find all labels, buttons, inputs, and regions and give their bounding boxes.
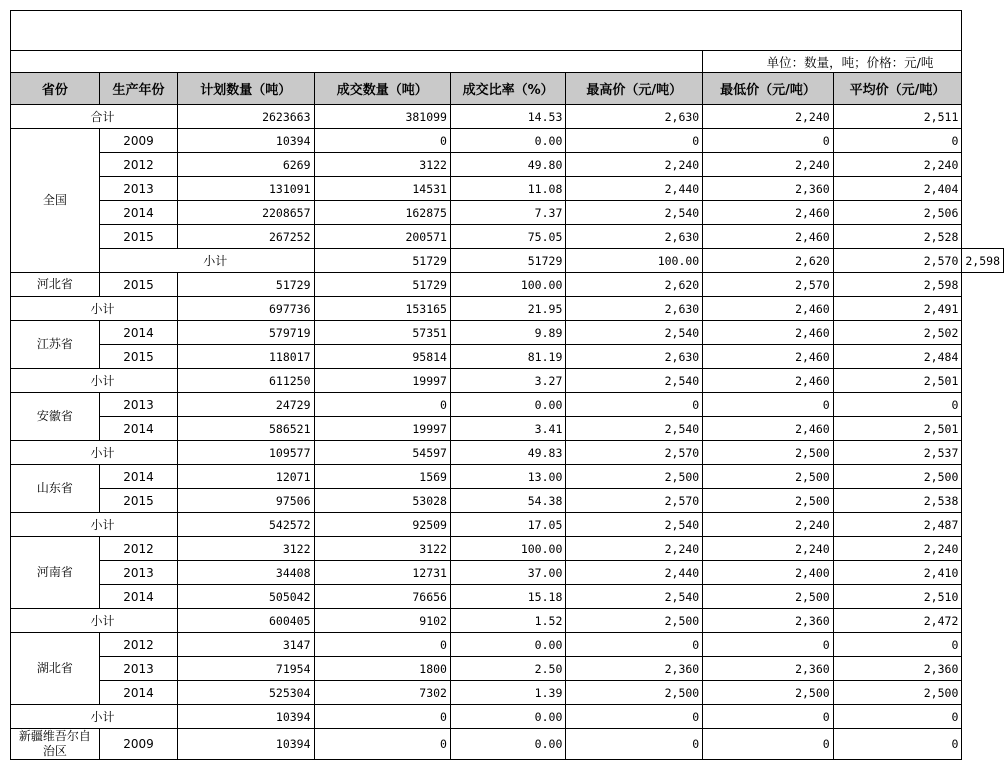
min-price-cell: 2,240 [703, 513, 833, 537]
deal-rate-cell: 0.00 [450, 129, 565, 153]
header-min-price: 最低价（元/吨） [703, 73, 833, 105]
min-price-cell: 2,240 [703, 105, 833, 129]
table-row [11, 633, 1004, 657]
subtotal-row [11, 513, 1004, 537]
avg-price-cell: 2,410 [833, 561, 962, 585]
deal-rate-cell: 7.37 [450, 201, 565, 225]
province-cell: 河南省 [11, 537, 100, 609]
avg-price-cell: 2,538 [833, 489, 962, 513]
deal-qty-cell: 19997 [314, 417, 450, 441]
avg-price-cell: 2,500 [833, 681, 962, 705]
deal-rate-cell: 1.52 [450, 609, 565, 633]
avg-price-cell: 2,240 [833, 537, 962, 561]
max-price-cell: 0 [566, 393, 703, 417]
deal-rate-cell: 14.53 [450, 105, 565, 129]
year-cell: 2009 [99, 729, 177, 760]
plan-qty-cell: 10394 [178, 729, 314, 760]
year-cell: 2014 [99, 465, 177, 489]
min-price-cell: 2,460 [703, 369, 833, 393]
plan-qty-cell: 97506 [178, 489, 314, 513]
max-price-cell: 2,500 [566, 681, 703, 705]
avg-price-cell: 2,598 [833, 273, 962, 297]
year-cell: 2014 [99, 321, 177, 345]
plan-qty-cell: 10394 [178, 129, 314, 153]
year-cell: 2015 [99, 345, 177, 369]
plan-qty-cell: 3147 [178, 633, 314, 657]
deal-rate-cell: 75.05 [450, 225, 565, 249]
plan-qty-cell: 131091 [178, 177, 314, 201]
deal-qty-cell: 19997 [314, 369, 450, 393]
deal-qty-cell: 0 [314, 705, 450, 729]
deal-rate-cell: 0.00 [450, 729, 565, 760]
max-price-cell: 0 [566, 129, 703, 153]
max-price-cell: 0 [566, 729, 703, 760]
header-year: 生产年份 [99, 73, 177, 105]
plan-qty-cell: 3122 [178, 537, 314, 561]
year-cell: 2012 [99, 633, 177, 657]
deal-rate-cell: 0.00 [450, 705, 565, 729]
year-cell: 2015 [99, 273, 177, 297]
deal-rate-cell: 49.80 [450, 153, 565, 177]
province-cell: 山东省 [11, 465, 100, 513]
min-price-cell: 2,500 [703, 465, 833, 489]
table-row [11, 537, 1004, 561]
avg-price-cell: 2,484 [833, 345, 962, 369]
min-price-cell: 2,360 [703, 657, 833, 681]
plan-qty-cell: 12071 [178, 465, 314, 489]
min-price-cell: 2,240 [703, 153, 833, 177]
plan-qty-cell: 542572 [178, 513, 314, 537]
header-avg-price: 平均价（元/吨） [833, 73, 962, 105]
plan-qty-cell: 611250 [178, 369, 314, 393]
title-row [11, 11, 1004, 51]
max-price-cell: 2,630 [566, 345, 703, 369]
year-cell: 2013 [99, 393, 177, 417]
deal-qty-cell: 0 [314, 129, 450, 153]
deal-rate-cell: 2.50 [450, 657, 565, 681]
subtotal-row [11, 249, 1004, 273]
min-price-cell: 2,360 [703, 609, 833, 633]
table-row [11, 225, 1004, 249]
deal-rate-cell: 11.08 [450, 177, 565, 201]
max-price-cell: 2,440 [566, 561, 703, 585]
avg-price-cell: 0 [833, 705, 962, 729]
min-price-cell: 0 [703, 633, 833, 657]
province-cell: 江苏省 [11, 321, 100, 369]
table-row [11, 177, 1004, 201]
plan-qty-cell: 34408 [178, 561, 314, 585]
title-cell [11, 11, 962, 51]
min-price-cell: 0 [703, 729, 833, 760]
unit-row [11, 51, 1004, 73]
max-price-cell: 2,540 [566, 201, 703, 225]
year-cell: 2014 [99, 201, 177, 225]
year-cell: 2014 [99, 585, 177, 609]
grain-trade-table [10, 10, 1004, 760]
plan-qty-cell: 71954 [178, 657, 314, 681]
plan-qty-cell: 6269 [178, 153, 314, 177]
plan-qty-cell: 2208657 [178, 201, 314, 225]
min-price-cell: 2,460 [703, 201, 833, 225]
plan-qty-cell: 505042 [178, 585, 314, 609]
avg-price-cell: 2,511 [833, 105, 962, 129]
year-cell: 2013 [99, 657, 177, 681]
province-cell: 河北省 [11, 273, 100, 297]
max-price-cell: 2,630 [566, 297, 703, 321]
deal-rate-cell: 54.38 [450, 489, 565, 513]
deal-rate-cell: 37.00 [450, 561, 565, 585]
avg-price-cell: 2,506 [833, 201, 962, 225]
year-cell: 2012 [99, 153, 177, 177]
max-price-cell: 2,620 [566, 273, 703, 297]
min-price-cell: 2,240 [703, 537, 833, 561]
table-row [11, 321, 1004, 345]
table-row [11, 153, 1004, 177]
deal-rate-cell: 100.00 [566, 249, 703, 273]
subtotal-row [11, 705, 1004, 729]
deal-qty-cell: 14531 [314, 177, 450, 201]
deal-rate-cell: 81.19 [450, 345, 565, 369]
deal-qty-cell: 57351 [314, 321, 450, 345]
max-price-cell: 2,540 [566, 369, 703, 393]
table-row [11, 585, 1004, 609]
avg-price-cell: 0 [833, 633, 962, 657]
subtotal-row [11, 441, 1004, 465]
deal-rate-cell: 100.00 [450, 537, 565, 561]
deal-rate-cell: 21.95 [450, 297, 565, 321]
year-cell: 2014 [99, 417, 177, 441]
deal-qty-cell: 381099 [314, 105, 450, 129]
max-price-cell: 2,500 [566, 465, 703, 489]
deal-rate-cell: 0.00 [450, 393, 565, 417]
max-price-cell: 2,540 [566, 417, 703, 441]
min-price-cell: 0 [703, 129, 833, 153]
deal-qty-cell: 54597 [314, 441, 450, 465]
min-price-cell: 2,500 [703, 681, 833, 705]
header-row [11, 73, 1004, 105]
avg-price-cell: 2,502 [833, 321, 962, 345]
subtotal-label: 小计 [11, 705, 178, 729]
max-price-cell: 2,540 [566, 585, 703, 609]
deal-rate-cell: 3.41 [450, 417, 565, 441]
max-price-cell: 0 [566, 705, 703, 729]
plan-qty-cell: 579719 [178, 321, 314, 345]
max-price-cell: 2,570 [566, 441, 703, 465]
min-price-cell: 2,460 [703, 417, 833, 441]
table-row [11, 729, 1004, 760]
avg-price-cell: 2,501 [833, 369, 962, 393]
plan-qty-cell: 267252 [178, 225, 314, 249]
table-row [11, 489, 1004, 513]
header-deal: 成交数量（吨） [314, 73, 450, 105]
avg-price-cell: 0 [833, 129, 962, 153]
table-row [11, 465, 1004, 489]
min-price-cell: 2,460 [703, 225, 833, 249]
deal-rate-cell: 49.83 [450, 441, 565, 465]
plan-qty-cell: 2623663 [178, 105, 314, 129]
year-cell: 2012 [99, 537, 177, 561]
min-price-cell: 2,570 [833, 249, 962, 273]
plan-qty-cell: 586521 [178, 417, 314, 441]
deal-rate-cell: 13.00 [450, 465, 565, 489]
table-row [11, 273, 1004, 297]
max-price-cell: 2,570 [566, 489, 703, 513]
header-rate: 成交比率（%） [450, 73, 565, 105]
deal-qty-cell: 1569 [314, 465, 450, 489]
plan-qty-cell: 697736 [178, 297, 314, 321]
subtotal-label: 小计 [11, 369, 178, 393]
avg-price-cell: 2,510 [833, 585, 962, 609]
deal-qty-cell: 51729 [314, 273, 450, 297]
header-plan: 计划数量（吨） [178, 73, 314, 105]
max-price-cell: 2,440 [566, 177, 703, 201]
subtotal-label: 小计 [99, 249, 314, 273]
deal-qty-cell: 12731 [314, 561, 450, 585]
table-row [11, 345, 1004, 369]
table-row [11, 681, 1004, 705]
subtotal-label: 小计 [11, 441, 178, 465]
subtotal-row [11, 609, 1004, 633]
min-price-cell: 0 [703, 393, 833, 417]
min-price-cell: 2,500 [703, 489, 833, 513]
deal-qty-cell: 51729 [450, 249, 565, 273]
deal-qty-cell: 3122 [314, 537, 450, 561]
min-price-cell: 2,570 [703, 273, 833, 297]
deal-rate-cell: 0.00 [450, 633, 565, 657]
min-price-cell: 2,500 [703, 585, 833, 609]
max-price-cell: 0 [566, 633, 703, 657]
unit-note: 单位：数量，吨；价格：元/吨 [703, 51, 962, 73]
min-price-cell: 2,400 [703, 561, 833, 585]
deal-rate-cell: 9.89 [450, 321, 565, 345]
avg-price-cell: 2,528 [833, 225, 962, 249]
plan-qty-cell: 525304 [178, 681, 314, 705]
table-row [11, 129, 1004, 153]
subtotal-label: 小计 [11, 609, 178, 633]
max-price-cell: 2,630 [566, 105, 703, 129]
deal-qty-cell: 200571 [314, 225, 450, 249]
avg-price-cell: 2,537 [833, 441, 962, 465]
year-cell: 2009 [99, 129, 177, 153]
year-cell: 2013 [99, 561, 177, 585]
avg-price-cell: 0 [833, 729, 962, 760]
avg-price-cell: 2,500 [833, 465, 962, 489]
deal-qty-cell: 1800 [314, 657, 450, 681]
avg-price-cell: 2,240 [833, 153, 962, 177]
plan-qty-cell: 51729 [178, 273, 314, 297]
deal-qty-cell: 0 [314, 393, 450, 417]
deal-qty-cell: 153165 [314, 297, 450, 321]
province-cell: 湖北省 [11, 633, 100, 705]
year-cell: 2013 [99, 177, 177, 201]
deal-qty-cell: 0 [314, 729, 450, 760]
province-cell: 全国 [11, 129, 100, 273]
avg-price-cell: 2,404 [833, 177, 962, 201]
province-cell: 新疆维吾尔自治区 [11, 729, 100, 760]
subtotal-label: 小计 [11, 513, 178, 537]
min-price-cell: 2,500 [703, 441, 833, 465]
deal-qty-cell: 76656 [314, 585, 450, 609]
max-price-cell: 2,620 [703, 249, 833, 273]
subtotal-row [11, 369, 1004, 393]
deal-qty-cell: 162875 [314, 201, 450, 225]
max-price-cell: 2,540 [566, 321, 703, 345]
plan-qty-cell: 118017 [178, 345, 314, 369]
plan-qty-cell: 109577 [178, 441, 314, 465]
subtotal-label: 小计 [11, 297, 178, 321]
subtotal-row [11, 297, 1004, 321]
deal-qty-cell: 7302 [314, 681, 450, 705]
min-price-cell: 2,460 [703, 321, 833, 345]
min-price-cell: 2,360 [703, 177, 833, 201]
table-row [11, 417, 1004, 441]
avg-price-cell: 2,501 [833, 417, 962, 441]
province-cell: 安徽省 [11, 393, 100, 441]
year-cell: 2015 [99, 489, 177, 513]
year-cell: 2014 [99, 681, 177, 705]
table-row [11, 561, 1004, 585]
deal-rate-cell: 15.18 [450, 585, 565, 609]
table-row [11, 657, 1004, 681]
avg-price-cell: 2,360 [833, 657, 962, 681]
year-cell: 2015 [99, 225, 177, 249]
max-price-cell: 2,360 [566, 657, 703, 681]
table-row [11, 393, 1004, 417]
min-price-cell: 2,460 [703, 345, 833, 369]
avg-price-cell: 2,487 [833, 513, 962, 537]
min-price-cell: 0 [703, 705, 833, 729]
avg-price-cell: 0 [833, 393, 962, 417]
max-price-cell: 2,630 [566, 225, 703, 249]
deal-qty-cell: 92509 [314, 513, 450, 537]
deal-rate-cell: 3.27 [450, 369, 565, 393]
avg-price-cell: 2,472 [833, 609, 962, 633]
plan-qty-cell: 51729 [314, 249, 450, 273]
total-row [11, 105, 1004, 129]
plan-qty-cell: 600405 [178, 609, 314, 633]
unit-spacer [11, 51, 703, 73]
total-label: 合计 [11, 105, 178, 129]
table-row [11, 201, 1004, 225]
deal-qty-cell: 53028 [314, 489, 450, 513]
avg-price-cell: 2,491 [833, 297, 962, 321]
deal-rate-cell: 17.05 [450, 513, 565, 537]
max-price-cell: 2,240 [566, 153, 703, 177]
deal-qty-cell: 3122 [314, 153, 450, 177]
plan-qty-cell: 24729 [178, 393, 314, 417]
deal-qty-cell: 95814 [314, 345, 450, 369]
header-max-price: 最高价（元/吨） [566, 73, 703, 105]
deal-qty-cell: 0 [314, 633, 450, 657]
deal-rate-cell: 100.00 [450, 273, 565, 297]
deal-rate-cell: 1.39 [450, 681, 565, 705]
plan-qty-cell: 10394 [178, 705, 314, 729]
avg-price-cell: 2,598 [962, 249, 1004, 273]
header-province: 省份 [11, 73, 100, 105]
max-price-cell: 2,500 [566, 609, 703, 633]
max-price-cell: 2,240 [566, 537, 703, 561]
min-price-cell: 2,460 [703, 297, 833, 321]
max-price-cell: 2,540 [566, 513, 703, 537]
deal-qty-cell: 9102 [314, 609, 450, 633]
